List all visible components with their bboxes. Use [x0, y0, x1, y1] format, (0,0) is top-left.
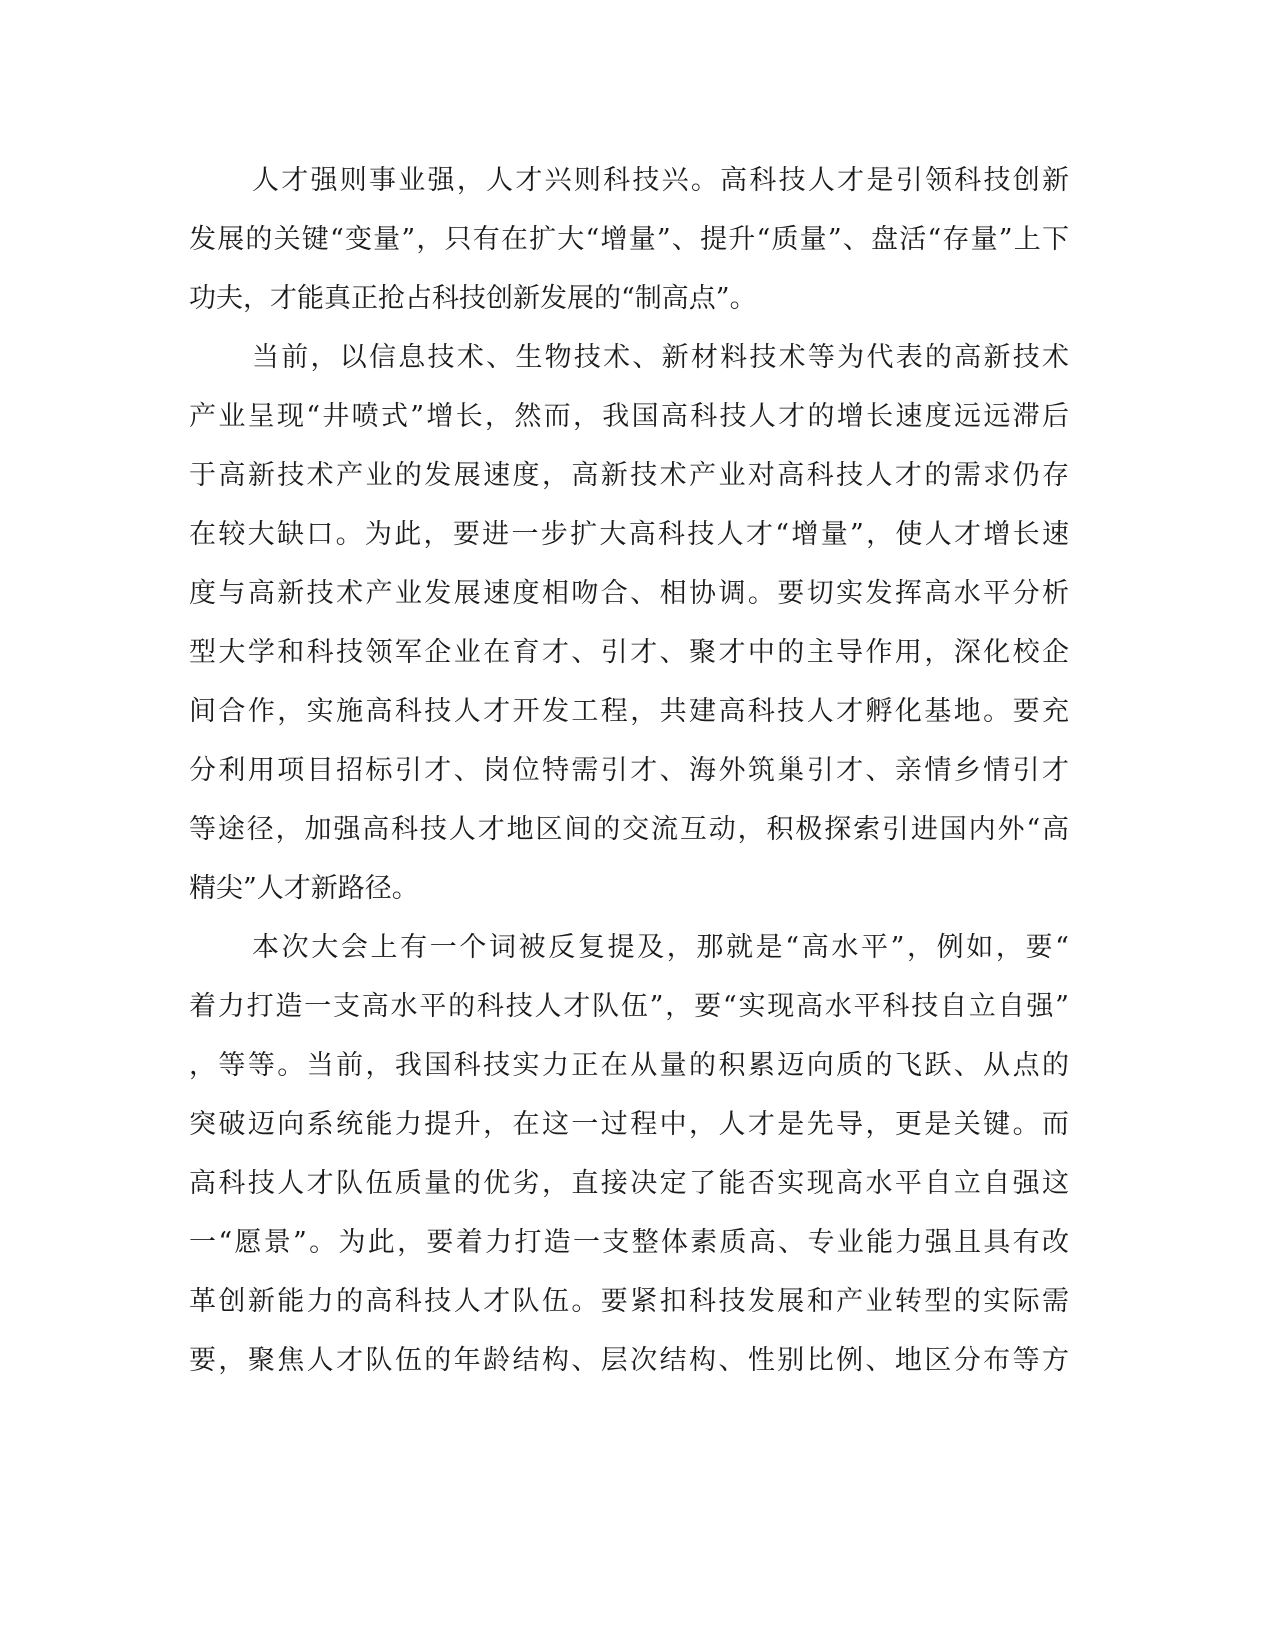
- paragraph-3-line-4: 突破迈向系统能力提升，在这一过程中，人才是先导，更是关键。而: [189, 1109, 1069, 1140]
- paragraph-1-line-3: 功夫，才能真正抢占科技创新发展的“制高点”。: [189, 283, 757, 314]
- paragraph-3-line-8: 要，聚焦人才队伍的年龄结构、层次结构、性别比例、地区分布等方: [189, 1345, 1069, 1376]
- paragraph-3-line-5: 高科技人才队伍质量的优劣，直接决定了能否实现高水平自立自强这: [189, 1168, 1069, 1199]
- paragraph-1-line-2: 发展的关键“变量”，只有在扩大“增量”、提升“质量”、盘活“存量”上下: [189, 224, 1069, 255]
- paragraph-2-line-7: 间合作，实施高科技人才开发工程，共建高科技人才孵化基地。要充: [189, 696, 1069, 727]
- paragraph-2-line-6: 型大学和科技领军企业在育才、引才、聚才中的主导作用，深化校企: [189, 637, 1069, 668]
- paragraph-2-line-2: 产业呈现“井喷式”增长，然而，我国高科技人才的增长速度远远滞后: [189, 401, 1069, 432]
- paragraph-3-line-3: ，等等。当前，我国科技实力正在从量的积累迈向质的飞跃、从点的: [189, 1050, 1069, 1081]
- paragraph-3-line-7: 革创新能力的高科技人才队伍。要紧扣科技发展和产业转型的实际需: [189, 1286, 1069, 1317]
- paragraph-2-line-8: 分利用项目招标引才、岗位特需引才、海外筑巢引才、亲情乡情引才: [189, 755, 1069, 786]
- paragraph-2-line-1: 当前，以信息技术、生物技术、新材料技术等为代表的高新技术: [252, 342, 1069, 373]
- paragraph-2-line-5: 度与高新技术产业发展速度相吻合、相协调。要切实发挥高水平分析: [189, 578, 1069, 609]
- paragraph-1-line-1: 人才强则事业强，人才兴则科技兴。高科技人才是引领科技创新: [252, 165, 1069, 196]
- paragraph-3-line-1: 本次大会上有一个词被反复提及，那就是“高水平”，例如，要“: [252, 932, 1069, 963]
- paragraph-2-line-3: 于高新技术产业的发展速度，高新技术产业对高科技人才的需求仍存: [189, 460, 1069, 491]
- paragraph-2-line-4: 在较大缺口。为此，要进一步扩大高科技人才“增量”，使人才增长速: [189, 519, 1069, 550]
- paragraph-3-line-2: 着力打造一支高水平的科技人才队伍”，要“实现高水平科技自立自强”: [189, 991, 1069, 1022]
- paragraph-2-line-10: 精尖”人才新路径。: [189, 873, 419, 904]
- paragraph-2-line-9: 等途径，加强高科技人才地区间的交流互动，积极探索引进国内外“高: [189, 814, 1069, 845]
- paragraph-3-line-6: 一“愿景”。为此，要着力打造一支整体素质高、专业能力强且具有改: [189, 1227, 1069, 1258]
